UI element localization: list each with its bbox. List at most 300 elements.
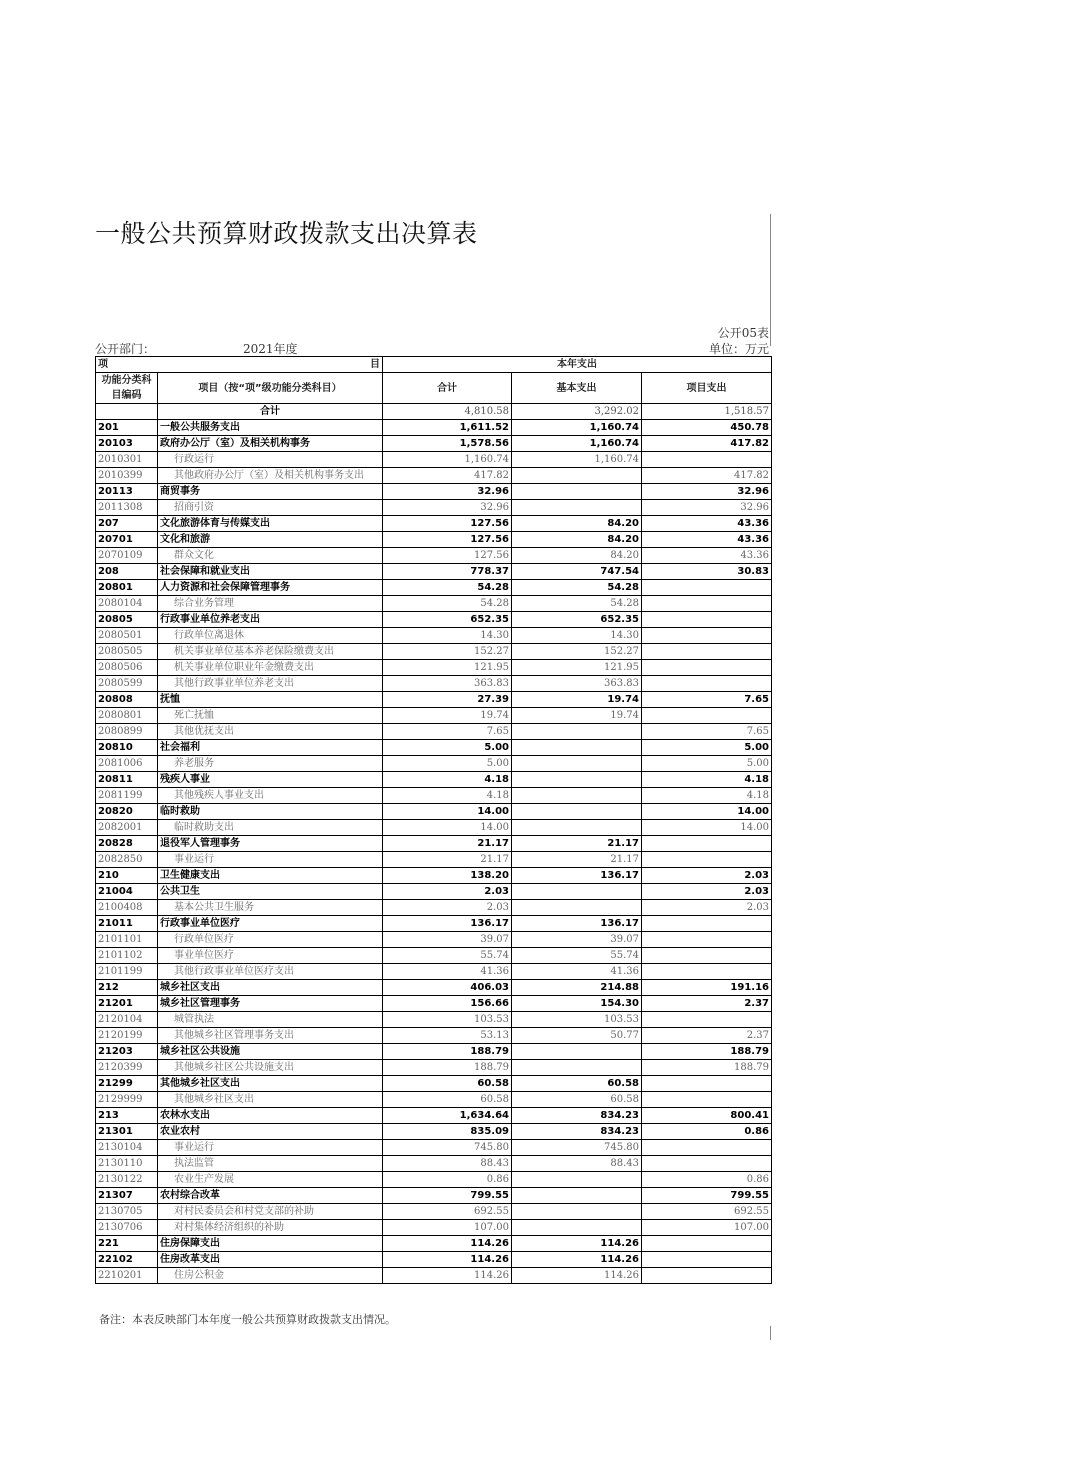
form-number: 公开05表: [717, 326, 769, 340]
row-basic: 54.28: [512, 596, 642, 612]
row-name: 其他城乡社区管理事务支出: [158, 1028, 383, 1044]
row-code: 2130705: [96, 1204, 158, 1220]
row-name: 行政单位医疗: [158, 932, 383, 948]
row-project: [642, 644, 772, 660]
row-total: 54.28: [383, 596, 512, 612]
table-row: [96, 516, 772, 532]
table-row: [96, 1060, 772, 1076]
row-code: 21307: [96, 1188, 158, 1204]
table-row: [96, 820, 772, 836]
row-project: 7.65: [642, 692, 772, 708]
row-basic: 84.20: [512, 532, 642, 548]
row-project: 43.36: [642, 548, 772, 564]
row-code: 2120399: [96, 1060, 158, 1076]
row-total: 692.55: [383, 1204, 512, 1220]
row-name: 合计: [158, 404, 383, 420]
table-row: [96, 980, 772, 996]
row-code: 20701: [96, 532, 158, 548]
row-total: 136.17: [383, 916, 512, 932]
row-project: [642, 676, 772, 692]
row-project: [642, 612, 772, 628]
table-row: [96, 932, 772, 948]
header-xiang: 项: [98, 359, 108, 370]
row-basic: 114.26: [512, 1236, 642, 1252]
header-project: 项目支出: [642, 373, 772, 404]
row-name: 综合业务管理: [158, 596, 383, 612]
row-total: 1,611.52: [383, 420, 512, 436]
row-project: 188.79: [642, 1044, 772, 1060]
report-year: 2021年度: [243, 342, 298, 356]
table-row: [96, 724, 772, 740]
row-name: 退役军人管理事务: [158, 836, 383, 852]
row-basic: 652.35: [512, 612, 642, 628]
row-code: 2010399: [96, 468, 158, 484]
row-total: 156.66: [383, 996, 512, 1012]
row-code: 2130110: [96, 1156, 158, 1172]
row-total: 32.96: [383, 500, 512, 516]
row-basic: [512, 1204, 642, 1220]
row-basic: 154.30: [512, 996, 642, 1012]
row-name: 招商引资: [158, 500, 383, 516]
row-name: 文化旅游体育与传媒支出: [158, 516, 383, 532]
row-project: [642, 964, 772, 980]
row-total: 114.26: [383, 1268, 512, 1284]
row-project: 2.37: [642, 1028, 772, 1044]
row-project: 4.18: [642, 788, 772, 804]
row-code: 20103: [96, 436, 158, 452]
row-name: 行政单位离退休: [158, 628, 383, 644]
row-code: 2080501: [96, 628, 158, 644]
header-project-category: [96, 357, 383, 373]
row-name: 对村民委员会和村党支部的补助: [158, 1204, 383, 1220]
row-code: 2082850: [96, 852, 158, 868]
row-code: 2210201: [96, 1268, 158, 1284]
row-name: 事业单位医疗: [158, 948, 383, 964]
header-current-year: 本年支出: [383, 357, 772, 373]
row-project: 188.79: [642, 1060, 772, 1076]
table-row: [96, 740, 772, 756]
row-code: 22102: [96, 1252, 158, 1268]
table-row: [96, 916, 772, 932]
row-name: 其他城乡社区公共设施支出: [158, 1060, 383, 1076]
table-row: [96, 756, 772, 772]
row-code: 2082001: [96, 820, 158, 836]
row-code: 2129999: [96, 1092, 158, 1108]
row-total: 103.53: [383, 1012, 512, 1028]
header-mu: 目: [370, 359, 380, 370]
row-total: 363.83: [383, 676, 512, 692]
row-project: 7.65: [642, 724, 772, 740]
row-name: 农村综合改革: [158, 1188, 383, 1204]
row-basic: 19.74: [512, 708, 642, 724]
row-code: 2101101: [96, 932, 158, 948]
row-basic: 834.23: [512, 1108, 642, 1124]
row-project: 14.00: [642, 820, 772, 836]
row-name: 人力资源和社会保障管理事务: [158, 580, 383, 596]
row-project: [642, 580, 772, 596]
table-row: [96, 548, 772, 564]
row-basic: 21.17: [512, 836, 642, 852]
row-total: 1,160.74: [383, 452, 512, 468]
row-basic: [512, 740, 642, 756]
row-total: 2.03: [383, 884, 512, 900]
row-project: 43.36: [642, 532, 772, 548]
right-border-line: [770, 214, 771, 346]
row-project: [642, 1012, 772, 1028]
table-row: [96, 804, 772, 820]
row-basic: 60.58: [512, 1076, 642, 1092]
table-row: [96, 596, 772, 612]
row-basic: 136.17: [512, 916, 642, 932]
row-project: 32.96: [642, 484, 772, 500]
row-name: 卫生健康支出: [158, 868, 383, 884]
row-code: 213: [96, 1108, 158, 1124]
row-name: 残疾人事业: [158, 772, 383, 788]
row-code: 2080506: [96, 660, 158, 676]
row-total: 652.35: [383, 612, 512, 628]
table-row: [96, 580, 772, 596]
row-total: 107.00: [383, 1220, 512, 1236]
row-code: 208: [96, 564, 158, 580]
table-row: [96, 1156, 772, 1172]
table-row: [96, 612, 772, 628]
row-code: 2130104: [96, 1140, 158, 1156]
table-row: [96, 884, 772, 900]
table-row: [96, 1076, 772, 1092]
right-border-line-bottom: [770, 1326, 771, 1340]
table-row: [96, 1044, 772, 1060]
row-project: 0.86: [642, 1172, 772, 1188]
row-name: 其他城乡社区支出: [158, 1076, 383, 1092]
row-basic: 214.88: [512, 980, 642, 996]
row-basic: [512, 1060, 642, 1076]
row-code: 20805: [96, 612, 158, 628]
row-total: 1,634.64: [383, 1108, 512, 1124]
row-total: 778.37: [383, 564, 512, 580]
row-name: 其他城乡社区支出: [158, 1092, 383, 1108]
row-basic: 121.95: [512, 660, 642, 676]
table-row: [96, 964, 772, 980]
table-row: [96, 676, 772, 692]
row-project: 30.83: [642, 564, 772, 580]
row-project: [642, 1268, 772, 1284]
table-row: [96, 628, 772, 644]
row-code: 2081006: [96, 756, 158, 772]
row-code: 2080599: [96, 676, 158, 692]
row-name: 养老服务: [158, 756, 383, 772]
row-basic: [512, 804, 642, 820]
row-name: 城乡社区公共设施: [158, 1044, 383, 1060]
row-name: 事业运行: [158, 1140, 383, 1156]
row-basic: 1,160.74: [512, 420, 642, 436]
table-row: [96, 996, 772, 1012]
row-name: 农林水支出: [158, 1108, 383, 1124]
row-name: 执法监管: [158, 1156, 383, 1172]
table-row: [96, 1172, 772, 1188]
row-code: 2120199: [96, 1028, 158, 1044]
row-total: 19.74: [383, 708, 512, 724]
row-name: 事业运行: [158, 852, 383, 868]
table-row: [96, 436, 772, 452]
row-basic: 834.23: [512, 1124, 642, 1140]
row-code: 21299: [96, 1076, 158, 1092]
row-project: [642, 452, 772, 468]
row-code: 21011: [96, 916, 158, 932]
row-code: 20808: [96, 692, 158, 708]
row-total: 60.58: [383, 1092, 512, 1108]
row-name: 抚恤: [158, 692, 383, 708]
row-basic: 1,160.74: [512, 452, 642, 468]
row-name: 其他优抚支出: [158, 724, 383, 740]
row-project: 43.36: [642, 516, 772, 532]
table-row: [96, 788, 772, 804]
table-row: [96, 868, 772, 884]
row-project: 2.37: [642, 996, 772, 1012]
table-row: [96, 1028, 772, 1044]
row-basic: 60.58: [512, 1092, 642, 1108]
row-basic: [512, 484, 642, 500]
row-total: 4.18: [383, 788, 512, 804]
header-row-columns: [96, 373, 772, 404]
row-project: [642, 1236, 772, 1252]
row-total: 127.56: [383, 548, 512, 564]
row-project: [642, 932, 772, 948]
row-total: 14.00: [383, 804, 512, 820]
row-total: 88.43: [383, 1156, 512, 1172]
table-row: [96, 900, 772, 916]
row-basic: [512, 884, 642, 900]
table-row: [96, 708, 772, 724]
row-name: 住房保障支出: [158, 1236, 383, 1252]
header-code: 功能分类科目编码: [96, 373, 158, 404]
table-row: [96, 772, 772, 788]
row-code: 210: [96, 868, 158, 884]
row-project: 2.03: [642, 868, 772, 884]
row-name: 临时救助支出: [158, 820, 383, 836]
row-name: 农业农村: [158, 1124, 383, 1140]
row-project: 5.00: [642, 756, 772, 772]
row-project: [642, 1076, 772, 1092]
row-basic: [512, 1220, 642, 1236]
row-total: 21.17: [383, 852, 512, 868]
row-basic: 114.26: [512, 1252, 642, 1268]
table-row: [96, 564, 772, 580]
row-code: 20820: [96, 804, 158, 820]
row-project: [642, 948, 772, 964]
row-project: 800.41: [642, 1108, 772, 1124]
row-total: 5.00: [383, 756, 512, 772]
row-basic: 152.27: [512, 644, 642, 660]
row-code: 2120104: [96, 1012, 158, 1028]
row-total: 14.30: [383, 628, 512, 644]
table-row: [96, 1252, 772, 1268]
row-project: [642, 1252, 772, 1268]
row-code: 2100408: [96, 900, 158, 916]
row-name: 社会保障和就业支出: [158, 564, 383, 580]
row-basic: 55.74: [512, 948, 642, 964]
row-code: 20810: [96, 740, 158, 756]
report-meta: [95, 340, 771, 356]
row-basic: 747.54: [512, 564, 642, 580]
row-name: 行政运行: [158, 452, 383, 468]
row-project: [642, 628, 772, 644]
row-name: 基本公共卫生服务: [158, 900, 383, 916]
row-name: 社会福利: [158, 740, 383, 756]
row-code: 2080104: [96, 596, 158, 612]
row-total: 1,578.56: [383, 436, 512, 452]
row-code: 20828: [96, 836, 158, 852]
row-code: 207: [96, 516, 158, 532]
row-basic: 88.43: [512, 1156, 642, 1172]
row-code: 2010301: [96, 452, 158, 468]
header-row-top: [96, 357, 772, 373]
row-basic: 19.74: [512, 692, 642, 708]
row-code: 2081199: [96, 788, 158, 804]
row-total: 114.26: [383, 1236, 512, 1252]
table-row: [96, 420, 772, 436]
row-total: 21.17: [383, 836, 512, 852]
row-name: 商贸事务: [158, 484, 383, 500]
row-project: 4.18: [642, 772, 772, 788]
header-total: 合计: [383, 373, 512, 404]
row-total: 55.74: [383, 948, 512, 964]
row-basic: 103.53: [512, 1012, 642, 1028]
table-row: [96, 404, 772, 420]
row-name: 住房改革支出: [158, 1252, 383, 1268]
row-basic: [512, 788, 642, 804]
row-name: 其他政府办公厅（室）及相关机构事务支出: [158, 468, 383, 484]
row-name: 死亡抚恤: [158, 708, 383, 724]
table-row: [96, 1124, 772, 1140]
table-row: [96, 1108, 772, 1124]
row-name: 其他行政事业单位养老支出: [158, 676, 383, 692]
row-total: 60.58: [383, 1076, 512, 1092]
row-name: 政府办公厅（室）及相关机构事务: [158, 436, 383, 452]
row-name: 对村集体经济组织的补助: [158, 1220, 383, 1236]
row-name: 农业生产发展: [158, 1172, 383, 1188]
row-basic: 136.17: [512, 868, 642, 884]
table-row: [96, 1268, 772, 1284]
table-row: [96, 484, 772, 500]
row-project: 191.16: [642, 980, 772, 996]
row-name: 机关事业单位职业年金缴费支出: [158, 660, 383, 676]
row-name: 公共卫生: [158, 884, 383, 900]
table-row: [96, 692, 772, 708]
row-code: 21004: [96, 884, 158, 900]
row-code: 2101102: [96, 948, 158, 964]
row-total: 32.96: [383, 484, 512, 500]
row-total: 7.65: [383, 724, 512, 740]
row-code: 21301: [96, 1124, 158, 1140]
row-project: 2.03: [642, 884, 772, 900]
table-row: [96, 644, 772, 660]
row-basic: [512, 772, 642, 788]
row-total: 406.03: [383, 980, 512, 996]
row-project: [642, 708, 772, 724]
row-basic: [512, 756, 642, 772]
row-total: 54.28: [383, 580, 512, 596]
row-code: 20801: [96, 580, 158, 596]
row-total: 745.80: [383, 1140, 512, 1156]
expenditure-table: [95, 356, 772, 1284]
row-code: 2080801: [96, 708, 158, 724]
row-code: 2011308: [96, 500, 158, 516]
row-name: 其他残疾人事业支出: [158, 788, 383, 804]
row-basic: [512, 468, 642, 484]
row-project: 32.96: [642, 500, 772, 516]
unit-label: 单位：万元: [708, 342, 769, 356]
row-name: 文化和旅游: [158, 532, 383, 548]
row-project: 692.55: [642, 1204, 772, 1220]
row-project: 799.55: [642, 1188, 772, 1204]
row-basic: [512, 500, 642, 516]
row-code: [96, 404, 158, 420]
row-code: 2101199: [96, 964, 158, 980]
row-basic: 1,160.74: [512, 436, 642, 452]
row-total: 152.27: [383, 644, 512, 660]
table-row: [96, 852, 772, 868]
row-code: 20113: [96, 484, 158, 500]
row-total: 27.39: [383, 692, 512, 708]
row-total: 188.79: [383, 1060, 512, 1076]
row-basic: [512, 1044, 642, 1060]
page-title: 一般公共预算财政拨款支出决算表: [95, 219, 478, 248]
row-project: 5.00: [642, 740, 772, 756]
row-code: 201: [96, 420, 158, 436]
row-code: 20811: [96, 772, 158, 788]
department-label: 公开部门：: [95, 342, 156, 356]
row-project: 0.86: [642, 1124, 772, 1140]
row-total: 127.56: [383, 532, 512, 548]
row-project: [642, 916, 772, 932]
table-row: [96, 468, 772, 484]
row-name: 其他行政事业单位医疗支出: [158, 964, 383, 980]
table-row: [96, 532, 772, 548]
row-name: 住房公积金: [158, 1268, 383, 1284]
table-row: [96, 1092, 772, 1108]
row-code: 21203: [96, 1044, 158, 1060]
row-code: 2080899: [96, 724, 158, 740]
row-total: 188.79: [383, 1044, 512, 1060]
row-name: 行政事业单位养老支出: [158, 612, 383, 628]
row-total: 4,810.58: [383, 404, 512, 420]
row-project: [642, 660, 772, 676]
row-code: 2080505: [96, 644, 158, 660]
row-name: 临时救助: [158, 804, 383, 820]
row-total: 0.86: [383, 1172, 512, 1188]
table-body: [96, 404, 772, 1284]
row-code: 2070109: [96, 548, 158, 564]
row-code: 21201: [96, 996, 158, 1012]
row-project: 14.00: [642, 804, 772, 820]
row-project: 107.00: [642, 1220, 772, 1236]
row-total: 4.18: [383, 772, 512, 788]
table-row: [96, 1204, 772, 1220]
row-basic: 745.80: [512, 1140, 642, 1156]
row-basic: 21.17: [512, 852, 642, 868]
row-project: 2.03: [642, 900, 772, 916]
table-row: [96, 1236, 772, 1252]
row-project: 417.82: [642, 468, 772, 484]
row-total: 417.82: [383, 468, 512, 484]
table-row: [96, 1140, 772, 1156]
row-total: 835.09: [383, 1124, 512, 1140]
row-total: 127.56: [383, 516, 512, 532]
row-basic: 41.36: [512, 964, 642, 980]
row-code: 221: [96, 1236, 158, 1252]
header-name: 项目（按“项”级功能分类科目）: [158, 373, 383, 404]
table-row: [96, 1012, 772, 1028]
